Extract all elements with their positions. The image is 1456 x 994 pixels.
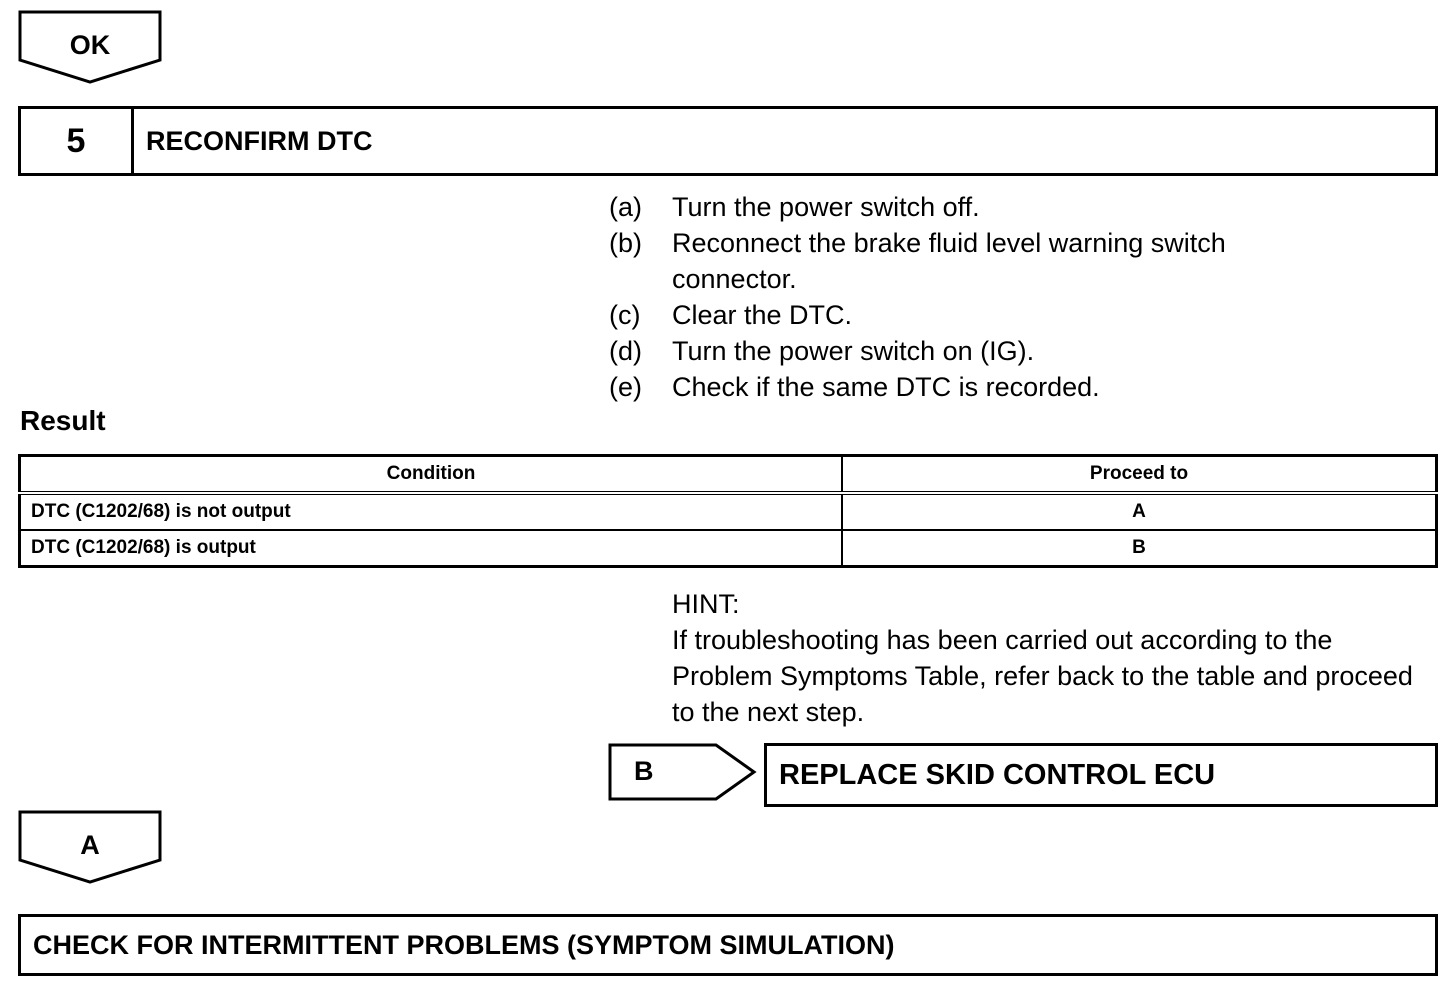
branch-b-arrow-shape xyxy=(608,743,760,803)
instruction-list xyxy=(609,189,1429,405)
proceed-cell: A xyxy=(842,493,1437,530)
instruction-item xyxy=(609,189,1429,225)
branch-b-tab xyxy=(608,743,758,801)
instruction-letter: (d) xyxy=(609,336,642,366)
proceed-cell: B xyxy=(842,530,1437,567)
proceed-header: Proceed to xyxy=(842,456,1437,494)
table-header-row xyxy=(20,456,1437,494)
a-flow-label: A xyxy=(80,830,100,860)
hint-label: HINT: xyxy=(672,589,740,619)
condition-header: Condition xyxy=(20,456,843,494)
instruction-letter: (c) xyxy=(609,300,641,330)
instruction-text: Reconnect the brake fluid level warning switch connector. xyxy=(672,228,1226,294)
ok-flow-tab xyxy=(18,10,162,84)
step-title: RECONFIRM DTC xyxy=(146,125,373,156)
instruction-text: Turn the power switch off. xyxy=(672,192,980,222)
condition-cell: DTC (C1202/68) is not output xyxy=(20,493,843,530)
ok-flow-label: OK xyxy=(69,30,111,60)
instruction-item xyxy=(609,225,1429,297)
step-number: 5 xyxy=(21,109,134,173)
instruction-letter: (e) xyxy=(609,372,642,402)
final-step-box: CHECK FOR INTERMITTENT PROBLEMS (SYMPTOM SIMULATION) xyxy=(18,914,1438,976)
instruction-item xyxy=(609,297,1429,333)
hint-block xyxy=(672,586,1432,730)
a-flow-tab xyxy=(18,810,162,884)
result-label: Result xyxy=(20,405,106,436)
branch-b-label: B xyxy=(634,756,654,786)
instruction-text: Clear the DTC. xyxy=(672,300,853,330)
instruction-letter: (a) xyxy=(609,192,642,222)
result-table xyxy=(18,454,1438,568)
table-row xyxy=(20,530,1437,567)
instruction-item xyxy=(609,333,1429,369)
replace-ecu-box: REPLACE SKID CONTROL ECU xyxy=(764,743,1438,807)
condition-cell: DTC (C1202/68) is output xyxy=(20,530,843,567)
instruction-text: Check if the same DTC is recorded. xyxy=(672,372,1100,402)
instruction-letter: (b) xyxy=(609,228,642,258)
hint-text: If troubleshooting has been carried out according to the Problem Symptoms Table, refer back to the table and proceed to the next step. xyxy=(672,625,1413,727)
step-header xyxy=(18,106,1438,176)
table-row xyxy=(20,493,1437,530)
instruction-item xyxy=(609,369,1429,405)
instruction-text: Turn the power switch on (IG). xyxy=(672,336,1035,366)
